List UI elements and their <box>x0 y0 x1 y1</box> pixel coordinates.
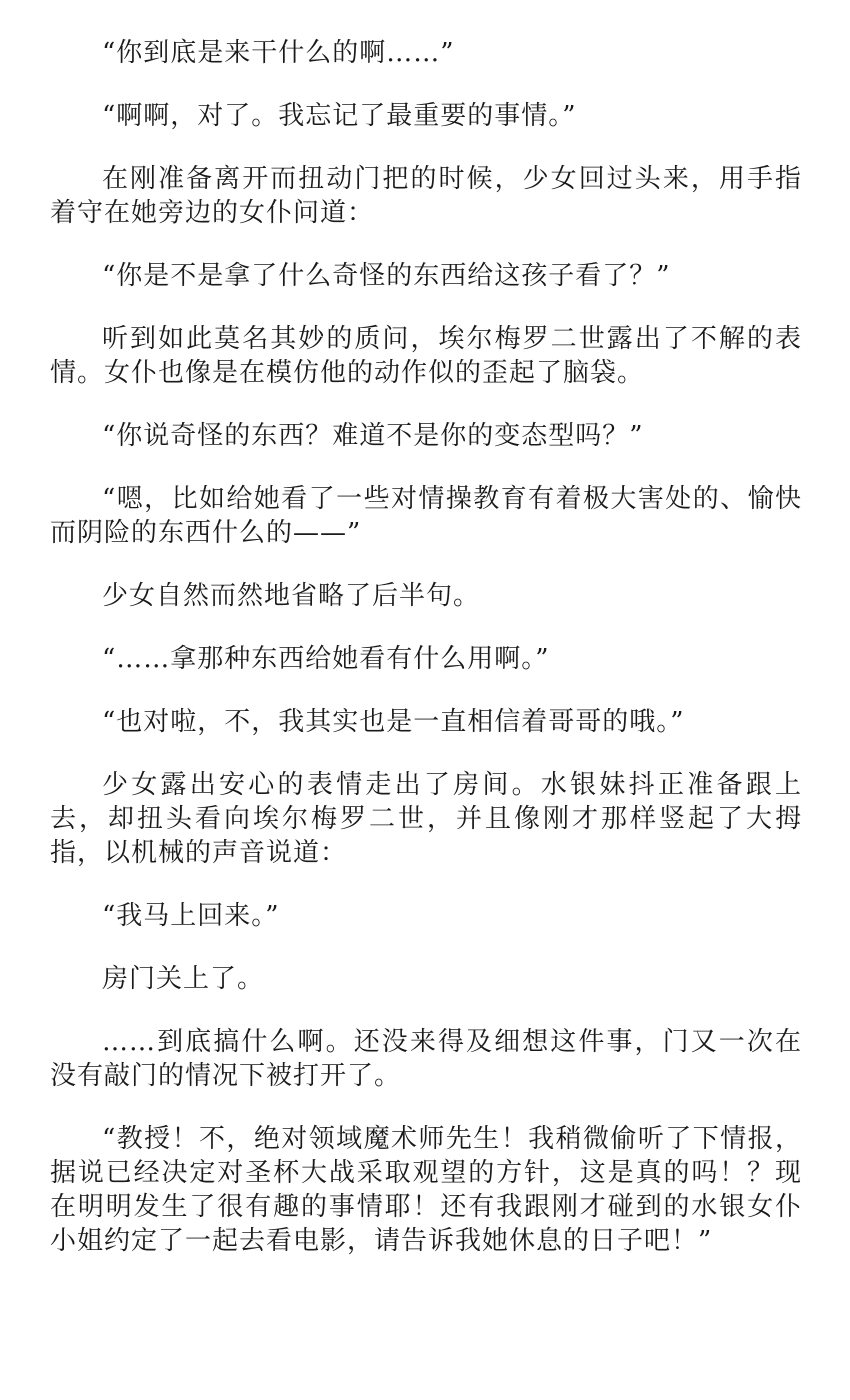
paragraph-6: “你说奇怪的东西？难道不是你的变态型吗？” <box>102 421 644 451</box>
paragraph-13: 房门关上了。 <box>102 964 265 994</box>
paragraph-1: “你到底是来干什么的啊……” <box>102 38 455 68</box>
paragraph-9: “……拿那种东西给她看有什么用啊。” <box>102 644 550 674</box>
paragraph-7: “嗯，比如给她看了一些对情操教育有着极大害处的、愉快而阴险的东西什么的——” <box>50 484 802 548</box>
paragraph-4: “你是不是拿了什么奇怪的东西给这孩子看了？” <box>102 261 671 291</box>
paragraph-10: “也对啦，不，我其实也是一直相信着哥哥的哦。” <box>102 707 685 737</box>
paragraph-2: “啊啊，对了。我忘记了最重要的事情。” <box>102 101 577 131</box>
paragraph-12: “我马上回来。” <box>102 901 280 931</box>
paragraph-11: 少女露出安心的表情走出了房间。水银妹抖正准备跟上去，却扭头看向埃尔梅罗二世，并且像刚才那样竖起了大拇指，以机械的声音说道： <box>50 770 802 868</box>
paragraph-3: 在刚准备离开而扭动门把的时候，少女回过头来，用手指着守在她旁边的女仆问道： <box>50 164 802 228</box>
paragraph-14: ……到底搞什么啊。还没来得及细想这件事，门又一次在没有敲门的情况下被打开了。 <box>50 1027 802 1091</box>
document-page <box>50 36 802 1287</box>
paragraph-8: 少女自然而然地省略了后半句。 <box>102 581 481 611</box>
paragraph-5: 听到如此莫名其妙的质问，埃尔梅罗二世露出了不解的表情。女仆也像是在模仿他的动作似的歪起了脑袋。 <box>50 324 802 388</box>
paragraph-15: “教授！不，绝对领域魔术师先生！我稍微偷听了下情报，据说已经决定对圣杯大战采取观望的方针，这是真的吗！？现在明明发生了很有趣的事情耶！还有我跟刚才碰到的水银女仆小姐约定了一起去看电影，请告诉我她休息的日子吧！” <box>50 1124 802 1256</box>
